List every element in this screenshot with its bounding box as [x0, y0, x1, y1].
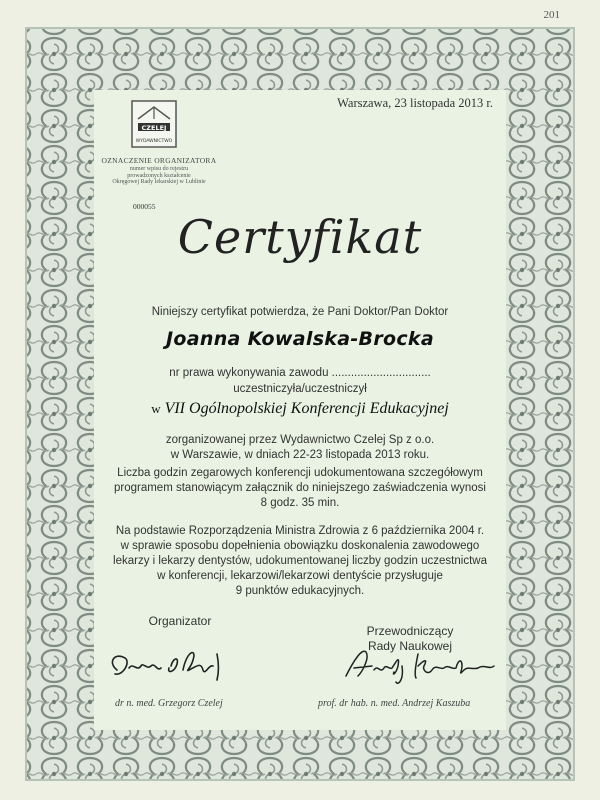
license-line: nr prawa wykonywania zawodu ...............................: [169, 367, 431, 379]
hours-line: 8 godz. 35 min.: [260, 497, 340, 509]
organizer-line: numer wpisu do rejestru: [129, 165, 189, 172]
regulation-line: w konferencji, lekarzowi/lekarzowi dentyście przysługuje: [157, 570, 443, 582]
organizer-signature: [105, 640, 245, 690]
organized-line: zorganizowanej przez Wydawnictwo Czelej Sp z o.o.: [165, 434, 435, 446]
participated-line: uczestniczyła/uczestniczył: [233, 383, 367, 395]
organizer-title: OZNACZENIE ORGANIZATORA: [101, 156, 217, 165]
chair-name: prof. dr hab. n. med. Andrzej Kaszuba: [318, 698, 471, 709]
regulation-line: Na podstawie Rozporządzenia Ministra Zdrowia z 6 października 2004 r.: [115, 525, 485, 537]
hours-line: programem stanowiącym załącznik do niniejszego zaświadczenia wynosi: [113, 482, 486, 494]
logo-name: CZELEJ: [141, 124, 167, 132]
organizer-role: Organizator: [148, 614, 212, 628]
chair-role-line: Przewodniczący: [366, 624, 454, 638]
organizer-number: 000055: [133, 202, 156, 211]
organizer-name: dr n. med. Grzegorz Czelej: [115, 698, 223, 709]
publisher-logo: [128, 99, 180, 155]
regulation-line: 9 punktów edukacyjnych.: [235, 585, 365, 597]
chair-role-line: Rady Naukowej: [367, 639, 453, 653]
organizer-line: Okręgowej Rady lekarskiej w Lublinie: [112, 179, 206, 186]
confirm-line: Niniejszy certyfikat potwierdza, że Pani Doktor/Pan Doktor: [151, 306, 449, 318]
date-line: Warszawa, 23 listopada 2013 r.: [337, 96, 493, 110]
recipient-name: Joanna Kowalska-Brocka: [166, 328, 434, 350]
certificate-title: Certyfikat: [177, 210, 423, 264]
logo-subtitle: WYDAWNICTWO: [135, 139, 173, 144]
page-number: 201: [543, 9, 560, 21]
conference-prefix: w: [151, 401, 161, 416]
regulation-line: lekarzy i lekarzy dentystów, udokumentowanej liczby godzin uczestnictwa: [113, 555, 487, 567]
organized-line: w Warszawie, w dniach 22-23 listopada 2013 roku.: [170, 449, 430, 461]
conference-name: VII Ogólnopolskiej Konferencji Edukacyjnej: [164, 400, 449, 417]
chair-signature: [340, 640, 500, 690]
organizer-line: prowadzonych kształcenie: [127, 172, 191, 179]
hours-line: Liczba godzin zegarowych konferencji udokumentowana szczegółowym: [117, 467, 483, 479]
conference-line: [0, 401, 600, 416]
regulation-line: w sprawie sposobu dopełnienia obowiązku doskonalenia zawodowego: [120, 540, 480, 552]
organizer-block: [96, 157, 222, 186]
